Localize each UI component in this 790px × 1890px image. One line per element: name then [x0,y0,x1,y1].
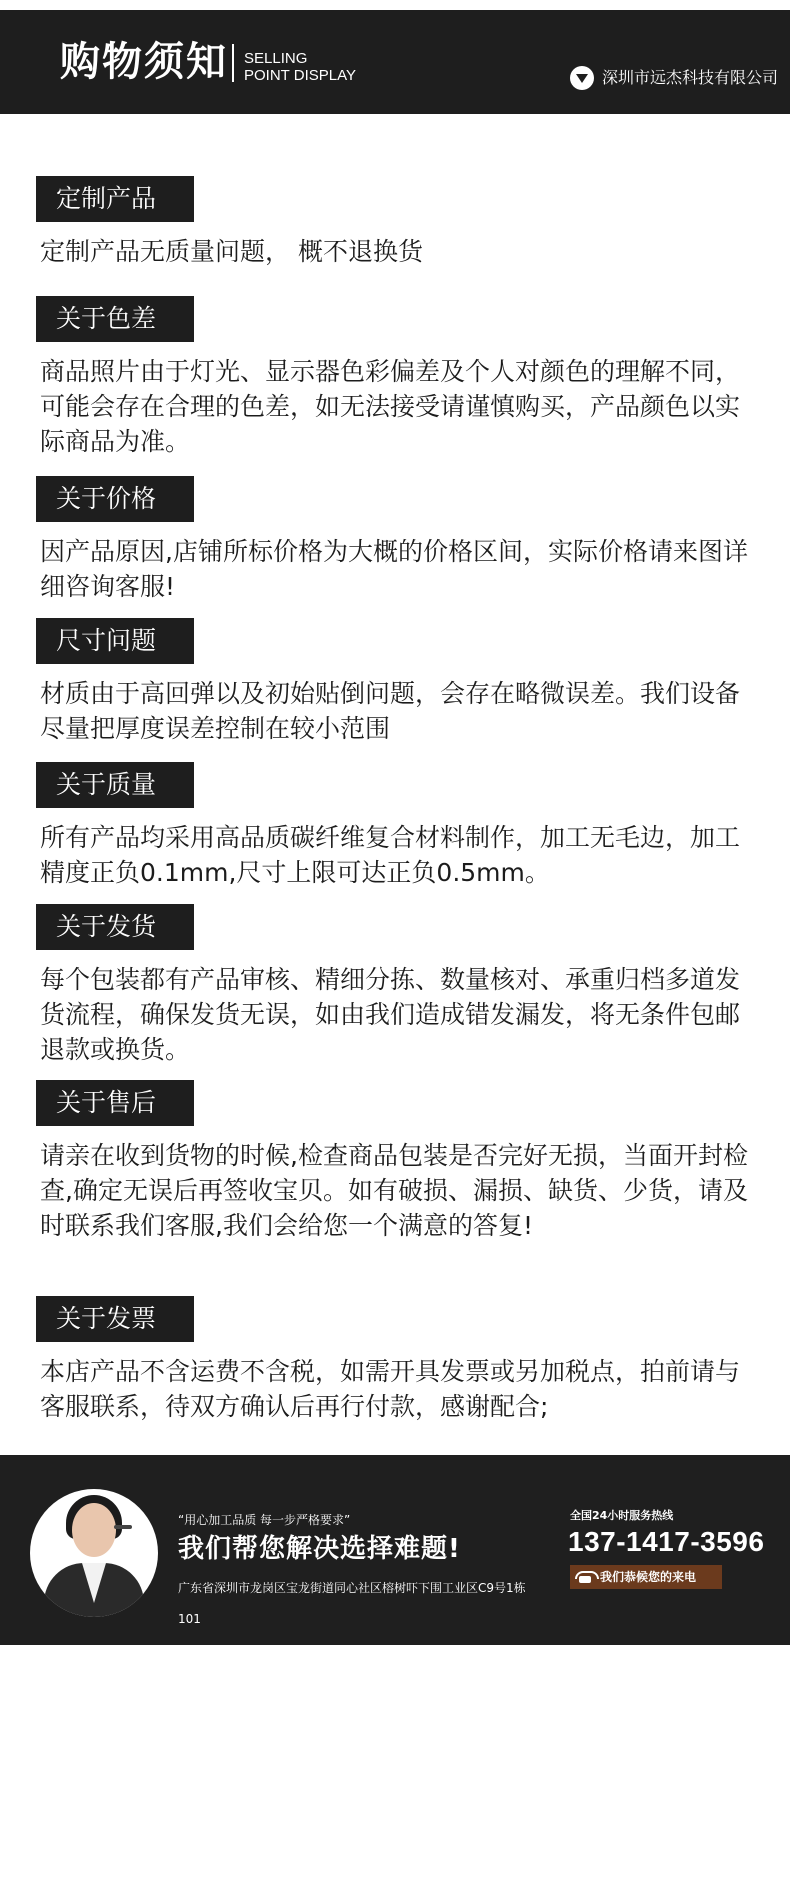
header-subtitle-line2: POINT DISPLAY [244,67,356,84]
section-label: 定制产品 [36,176,194,222]
section-text: 定制产品无质量问题， 概不退换货 [40,237,423,266]
banner-title: 我们帮您解决选择难题! [178,1534,461,1564]
section-label: 关于发票 [36,1296,194,1342]
section-text: 请亲在收到货物的时候,检查商品包装是否完好无损，当面开封检查,确定无误后再签收宝贝。如有破损、漏损、缺货、少货，请及时联系我们客服,我们会给您一个满意的答复! [40,1141,748,1240]
section-label: 关于售后 [36,1080,194,1126]
page-title: 购物须知 [60,39,228,85]
company-info [570,66,778,90]
page-header [0,10,790,114]
call-button[interactable] [570,1565,722,1589]
section-label: 关于质量 [36,762,194,808]
customer-service-avatar [30,1489,158,1617]
header-subtitle-line1: SELLING [244,50,308,67]
section-label: 关于色差 [36,296,194,342]
header-subtitle [244,50,356,84]
section-label: 关于价格 [36,476,194,522]
headset-icon [114,1525,132,1529]
section-text: 因产品原因,店铺所标价格为大概的价格区间，实际价格请来图详细咨询客服! [40,537,748,601]
section-text: 每个包装都有产品审核、精细分拣、数量核对、承重归档多道发货流程，确保发货无误，如由我们造成错发漏发，将无条件包邮退款或换货。 [40,965,741,1064]
call-button-label: 我们恭候您的来电 [600,1570,697,1584]
section-text: 商品照片由于灯光、显示器色彩偏差及个人对颜色的理解不同，可能会存在合理的色差，如无法接受请谨慎购买，产品颜色以实际商品为准。 [40,357,741,456]
header-divider [232,44,234,82]
company-name: 深圳市远杰科技有限公司 [601,68,778,87]
section-text: 材质由于高回弹以及初始贴倒问题，会存在略微误差。我们设备尽量把厚度误差控制在较小范围 [40,679,741,743]
contact-banner [0,1455,790,1645]
section-text: 本店产品不含运费不含税，如需开具发票或另加税点，拍前请与客服联系，待双方确认后再行付款，感谢配合; [40,1357,741,1421]
section-label: 尺寸问题 [36,618,194,664]
company-address: 广东省深圳市龙岗区宝龙街道同心社区榕树吓下围工业区C9号1栋101 [178,1581,526,1626]
telephone-icon [574,1570,596,1584]
location-pin-icon [570,66,594,90]
hotline-label: 全国24小时服务热线 [570,1509,674,1522]
section-text: 所有产品均采用高品质碳纤维复合材料制作，加工无毛边，加工精度正负0.1mm,尺寸上限可达正负0.5mm。 [40,823,741,887]
hotline-phone[interactable]: 137-1417-3596 [568,1526,765,1557]
section-label: 关于发货 [36,904,194,950]
slogan: “用心加工品质 每一步严格要求” [178,1513,351,1527]
